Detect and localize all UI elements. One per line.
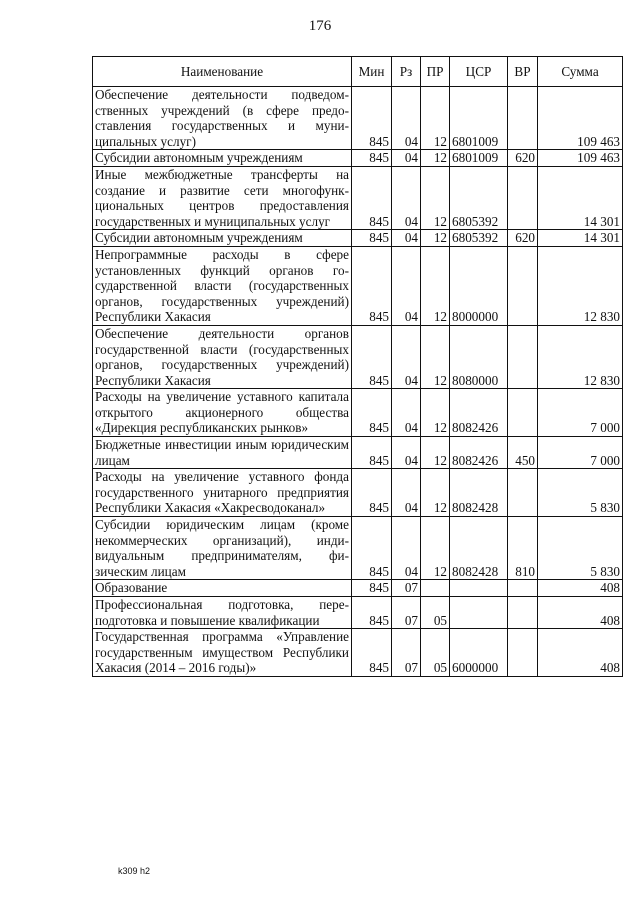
row-pr: 05 <box>421 629 450 677</box>
row-csr: 6805392 <box>450 230 508 247</box>
header-sum: Сумма <box>538 57 623 87</box>
row-pr: 12 <box>421 517 450 580</box>
row-min: 845 <box>352 389 392 437</box>
row-csr: 8082428 <box>450 469 508 517</box>
row-vr <box>508 580 538 597</box>
row-rz: 04 <box>392 437 421 469</box>
row-min: 845 <box>352 246 392 325</box>
row-name: Образование <box>93 580 352 597</box>
header-vr: ВР <box>508 57 538 87</box>
table-row <box>93 246 623 325</box>
row-csr: 6801009 <box>450 150 508 167</box>
table-row <box>93 437 623 469</box>
row-rz: 07 <box>392 629 421 677</box>
row-sum: 12 830 <box>538 246 623 325</box>
row-sum: 109 463 <box>538 150 623 167</box>
budget-table <box>92 56 623 677</box>
row-vr: 620 <box>508 230 538 247</box>
row-name: Обеспечение деятельности подведомственных учреждений (в сфере предоставления государственных и муниципальных услуг) <box>93 87 352 150</box>
row-sum: 14 301 <box>538 230 623 247</box>
table-row <box>93 517 623 580</box>
row-sum: 5 830 <box>538 517 623 580</box>
header-pr: ПР <box>421 57 450 87</box>
table-row <box>93 629 623 677</box>
row-vr <box>508 597 538 629</box>
row-csr: 6801009 <box>450 87 508 150</box>
header-csr: ЦСР <box>450 57 508 87</box>
row-min: 845 <box>352 580 392 597</box>
row-rz: 04 <box>392 87 421 150</box>
row-min: 845 <box>352 437 392 469</box>
row-name: Расходы на увеличение уставного капитала открытого акционерного общества «Дирекция республиканских рынков» <box>93 389 352 437</box>
table-row <box>93 325 623 388</box>
row-vr: 450 <box>508 437 538 469</box>
row-pr: 12 <box>421 389 450 437</box>
row-csr: 6805392 <box>450 166 508 229</box>
row-name: Иные межбюджетные трансферты на создание и развитие сети многофункциональных центров предоставления государственных и муниципальных услуг <box>93 166 352 229</box>
row-rz: 04 <box>392 166 421 229</box>
row-vr <box>508 166 538 229</box>
row-vr: 620 <box>508 150 538 167</box>
row-sum: 12 830 <box>538 325 623 388</box>
row-rz: 04 <box>392 246 421 325</box>
row-pr: 12 <box>421 469 450 517</box>
header-min: Мин <box>352 57 392 87</box>
row-sum: 7 000 <box>538 389 623 437</box>
row-sum: 109 463 <box>538 87 623 150</box>
row-min: 845 <box>352 87 392 150</box>
table-row <box>93 150 623 167</box>
row-min: 845 <box>352 597 392 629</box>
table-row <box>93 389 623 437</box>
row-sum: 408 <box>538 580 623 597</box>
row-sum: 5 830 <box>538 469 623 517</box>
row-pr <box>421 580 450 597</box>
row-vr <box>508 389 538 437</box>
header-name: Наименование <box>93 57 352 87</box>
row-rz: 04 <box>392 150 421 167</box>
table-row <box>93 580 623 597</box>
row-pr: 12 <box>421 87 450 150</box>
row-name: Профессиональная подготовка, переподготовка и повышение квалификации <box>93 597 352 629</box>
row-vr <box>508 325 538 388</box>
row-csr: 8080000 <box>450 325 508 388</box>
table-row <box>93 87 623 150</box>
table-header-row <box>93 57 623 87</box>
row-rz: 04 <box>392 469 421 517</box>
row-rz: 07 <box>392 580 421 597</box>
row-sum: 14 301 <box>538 166 623 229</box>
row-pr: 12 <box>421 166 450 229</box>
row-name: Субсидии юридическим лицам (кроме некоммерческих организаций), индивидуальным предпринимателям, физическим лицам <box>93 517 352 580</box>
row-rz: 07 <box>392 597 421 629</box>
row-csr: 8082426 <box>450 389 508 437</box>
row-csr: 8082426 <box>450 437 508 469</box>
row-pr: 12 <box>421 150 450 167</box>
row-min: 845 <box>352 230 392 247</box>
row-min: 845 <box>352 325 392 388</box>
row-min: 845 <box>352 517 392 580</box>
table-row <box>93 166 623 229</box>
row-min: 845 <box>352 629 392 677</box>
row-name: Бюджетные инвестиции иным юридическим лицам <box>93 437 352 469</box>
row-csr: 6000000 <box>450 629 508 677</box>
row-csr: 8000000 <box>450 246 508 325</box>
row-min: 845 <box>352 469 392 517</box>
row-vr <box>508 629 538 677</box>
row-name: Государственная программа «Управление государственным имуществом Республики Хакасия (2014 – 2016 годы)» <box>93 629 352 677</box>
table-row <box>93 469 623 517</box>
row-sum: 408 <box>538 629 623 677</box>
row-sum: 408 <box>538 597 623 629</box>
row-min: 845 <box>352 150 392 167</box>
row-rz: 04 <box>392 389 421 437</box>
row-name: Непрограммные расходы в сфере установленных функций органов государственной власти (государственных органов, государственных учреждений) Республики Хакасия <box>93 246 352 325</box>
header-rz: Рз <box>392 57 421 87</box>
row-name: Расходы на увеличение уставного фонда государственного унитарного предприятия Республики Хакасия «Хакресводоканал» <box>93 469 352 517</box>
row-vr <box>508 246 538 325</box>
row-pr: 12 <box>421 325 450 388</box>
row-name: Обеспечение деятельности органов государственной власти (государственных органов, государственных учреждений) Республики Хакасия <box>93 325 352 388</box>
row-csr <box>450 580 508 597</box>
row-vr: 810 <box>508 517 538 580</box>
row-pr: 05 <box>421 597 450 629</box>
row-csr <box>450 597 508 629</box>
row-name: Субсидии автономным учреждениям <box>93 230 352 247</box>
table-row <box>93 230 623 247</box>
row-vr <box>508 87 538 150</box>
page-number: 176 <box>308 18 332 34</box>
row-sum: 7 000 <box>538 437 623 469</box>
row-vr <box>508 469 538 517</box>
row-rz: 04 <box>392 517 421 580</box>
footer-code: k309 h2 <box>118 866 151 876</box>
row-name: Субсидии автономным учреждениям <box>93 150 352 167</box>
row-csr: 8082428 <box>450 517 508 580</box>
row-min: 845 <box>352 166 392 229</box>
row-pr: 12 <box>421 230 450 247</box>
row-rz: 04 <box>392 325 421 388</box>
table-row <box>93 597 623 629</box>
row-pr: 12 <box>421 246 450 325</box>
row-pr: 12 <box>421 437 450 469</box>
row-rz: 04 <box>392 230 421 247</box>
